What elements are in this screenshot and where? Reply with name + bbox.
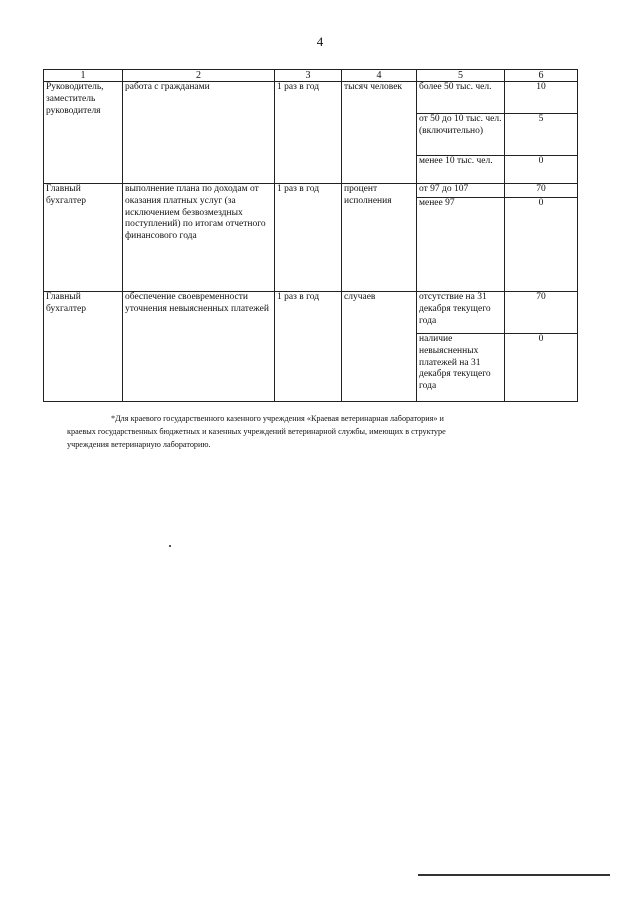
column-header: 6	[505, 70, 578, 82]
unit-cell: случаев	[342, 292, 417, 402]
value-cell: 70	[505, 292, 578, 334]
frequency-cell: 1 раз в год	[275, 82, 342, 184]
table-row	[44, 184, 578, 198]
value-cell: 0	[505, 198, 578, 292]
criteria-cell: отсутствие на 31 декабря текущего года	[417, 292, 505, 334]
bottom-rule	[418, 874, 610, 876]
footnote-line: учреждения ветеринарную лабораторию.	[67, 440, 211, 449]
footnote-line: *Для краевого государственного казенного учреждения «Краевая ветеринарная лаборатория» и	[111, 414, 444, 423]
indicator-cell: работа с гражданами	[123, 82, 275, 184]
frequency-cell: 1 раз в год	[275, 292, 342, 402]
criteria-cell: от 50 до 10 тыс. чел. (включительно)	[417, 114, 505, 156]
table-header-row	[44, 70, 578, 82]
unit-cell: процент исполнения	[342, 184, 417, 292]
kpi-table	[43, 69, 578, 402]
criteria-cell: от 97 до 107	[417, 184, 505, 198]
value-cell: 10	[505, 82, 578, 114]
column-header: 5	[417, 70, 505, 82]
footnote-line: краевых государственных бюджетных и казенных учреждений ветеринарной службы, имеющих в структуре	[67, 427, 446, 436]
criteria-cell: менее 97	[417, 198, 505, 292]
table-row	[44, 292, 578, 334]
indicator-cell: выполнение плана по доходам от оказания платных услуг (за исключением безвозмездных поступлений) по итогам отчетного финансового года	[123, 184, 275, 292]
value-cell: 70	[505, 184, 578, 198]
value-cell: 5	[505, 114, 578, 156]
column-header: 1	[44, 70, 123, 82]
position-cell: Главный бухгалтер	[44, 184, 123, 292]
column-header: 2	[123, 70, 275, 82]
value-cell: 0	[505, 156, 578, 184]
position-cell: Руководитель, заместитель руководителя	[44, 82, 123, 184]
frequency-cell: 1 раз в год	[275, 184, 342, 292]
footnote	[67, 412, 585, 451]
page-number: 4	[316, 34, 324, 49]
scan-speck	[169, 545, 171, 547]
criteria-cell: более 50 тыс. чел.	[417, 82, 505, 114]
indicator-cell: обеспечение своевременности уточнения невыясненных платежей	[123, 292, 275, 402]
criteria-cell: менее 10 тыс. чел.	[417, 156, 505, 184]
column-header: 4	[342, 70, 417, 82]
position-cell: Главный бухгалтер	[44, 292, 123, 402]
unit-cell: тысяч человек	[342, 82, 417, 184]
criteria-cell: наличие невыясненных платежей на 31 декабря текущего года	[417, 334, 505, 402]
table-row	[44, 82, 578, 114]
column-header: 3	[275, 70, 342, 82]
value-cell: 0	[505, 334, 578, 402]
